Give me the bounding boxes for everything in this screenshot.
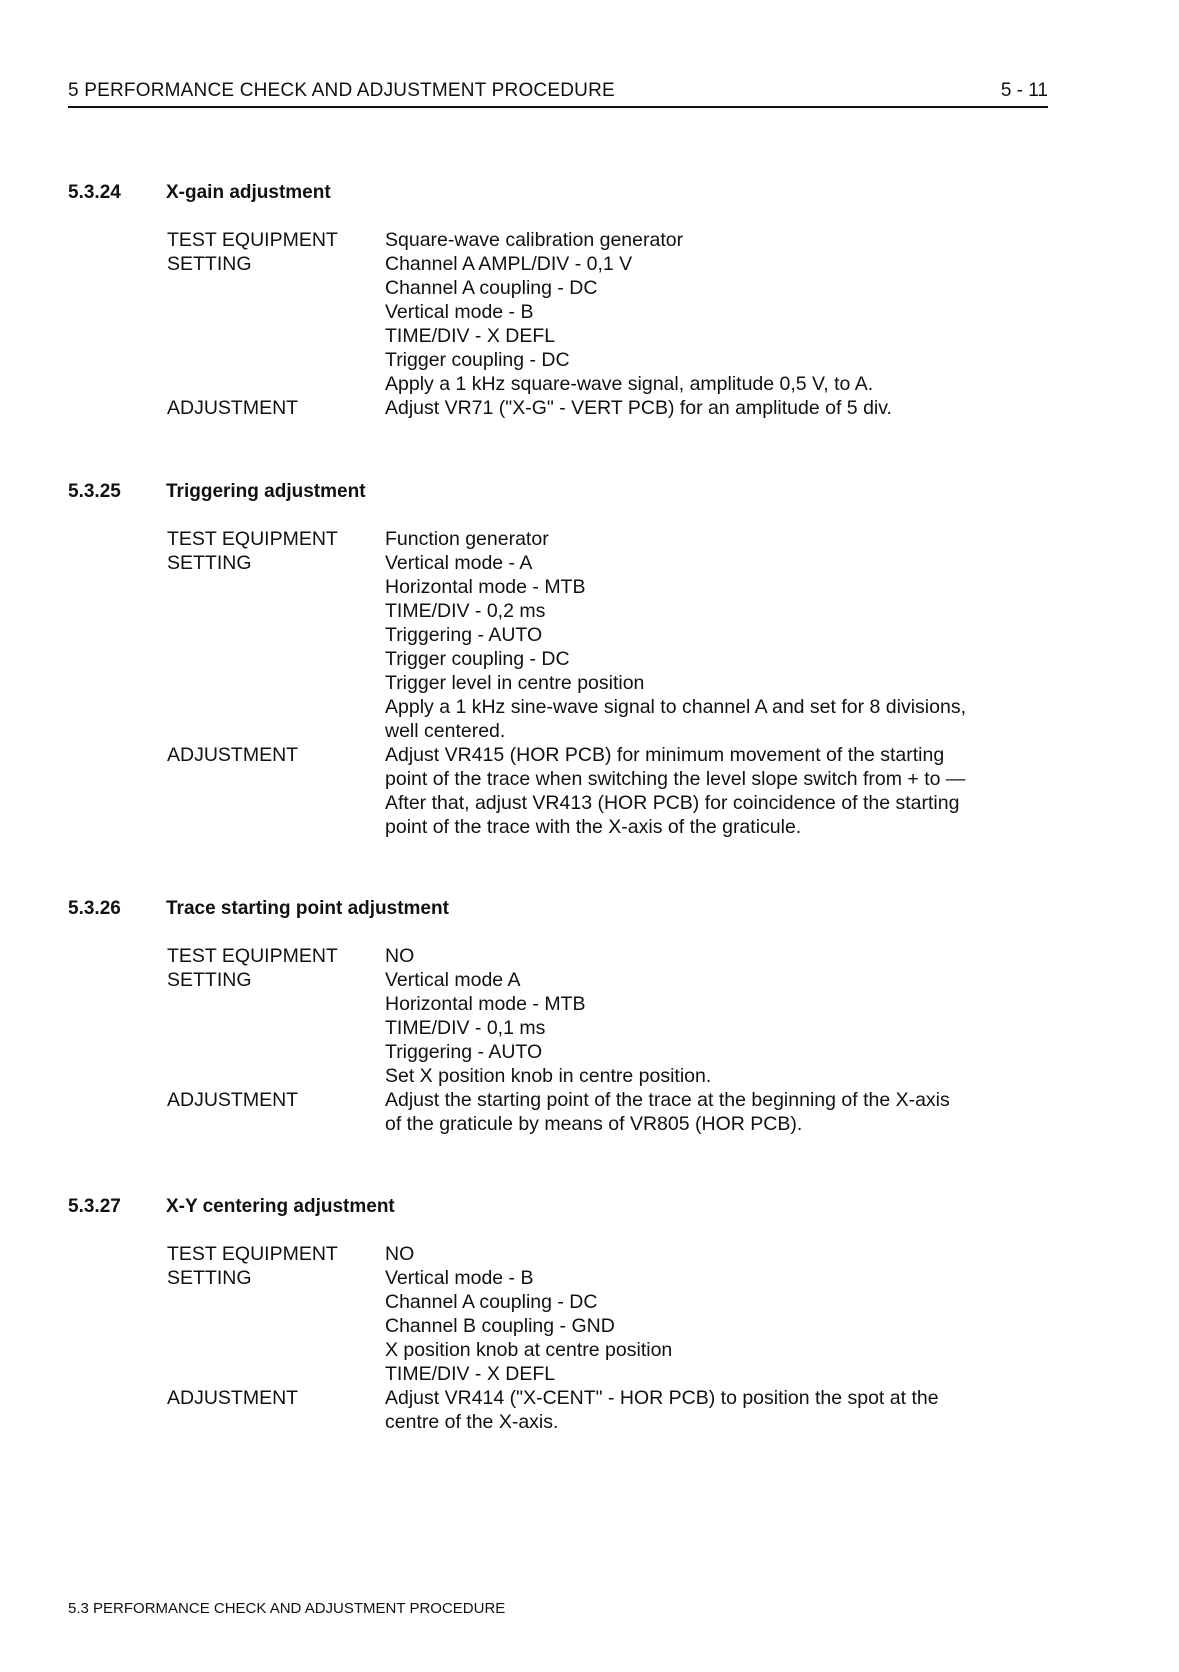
value-line: Adjust VR414 ("X-CENT" - HOR PCB) to position the spot at the [385,1387,939,1409]
row-values [385,944,1117,968]
value-line: Function generator [385,528,549,550]
section-number: 5.3.25 [68,481,121,502]
section-number: 5.3.24 [68,182,121,203]
row-values [385,396,1117,420]
row-label: ADJUSTMENT [167,1089,299,1111]
value-line: centre of the X-axis. [385,1411,559,1433]
row-values [385,551,1117,743]
row-values [385,1088,1117,1136]
row-label: TEST EQUIPMENT [167,528,338,550]
procedure-row [167,1386,1117,1434]
value-line: Channel A coupling - DC [385,277,598,299]
section-title: Triggering adjustment [166,481,366,502]
procedure-row [167,228,1117,252]
value-line: Channel B coupling - GND [385,1315,615,1337]
value-line: Adjust VR71 ("X-G" - VERT PCB) for an amplitude of 5 div. [385,397,892,419]
procedure-row [167,743,1117,839]
value-line: Vertical mode - B [385,1267,534,1289]
value-line: Triggering - AUTO [385,624,543,646]
value-line: NO [385,945,415,967]
value-line: TIME/DIV - X DEFL [385,1363,556,1385]
section-title: X-gain adjustment [166,182,331,203]
section-title: X-Y centering adjustment [166,1196,395,1217]
header-title: 5 PERFORMANCE CHECK AND ADJUSTMENT PROCEDURE [68,80,615,101]
value-line: TIME/DIV - 0,1 ms [385,1017,546,1039]
section-number: 5.3.26 [68,898,121,919]
row-values [385,1266,1117,1386]
procedure-row [167,1242,1117,1266]
value-line: of the graticule by means of VR805 (HOR PCB). [385,1113,803,1135]
value-line: Apply a 1 kHz square-wave signal, amplitude 0,5 V, to A. [385,373,874,395]
procedure-row [167,551,1117,743]
value-line: Adjust VR415 (HOR PCB) for minimum movement of the starting [385,744,945,766]
value-line: Trigger coupling - DC [385,349,570,371]
procedure-row [167,527,1117,551]
value-line: point of the trace with the X-axis of the graticule. [385,816,802,838]
value-line: Vertical mode - A [385,552,533,574]
value-line: Trigger level in centre position [385,672,645,694]
procedure-table [167,944,1117,1136]
row-label: SETTING [167,969,252,991]
value-line: After that, adjust VR413 (HOR PCB) for coincidence of the starting [385,792,960,814]
value-line: NO [385,1243,415,1265]
procedure-row [167,1088,1117,1136]
procedure-table [167,527,1117,839]
row-values [385,527,1117,551]
procedure-table [167,1242,1117,1434]
value-line: point of the trace when switching the level slope switch from + to — [385,768,966,790]
value-line: Adjust the starting point of the trace at the beginning of the X-axis [385,1089,950,1111]
row-label: TEST EQUIPMENT [167,1243,338,1265]
procedure-row [167,396,1117,420]
procedure-table [167,228,1117,420]
row-label: ADJUSTMENT [167,744,299,766]
row-label: TEST EQUIPMENT [167,229,338,251]
row-values [385,1386,1117,1434]
row-values [385,743,1117,839]
row-label: SETTING [167,552,252,574]
value-line: well centered. [385,720,506,742]
value-line: Vertical mode A [385,969,521,991]
value-line: Set X position knob in centre position. [385,1065,712,1087]
row-values [385,968,1117,1088]
value-line: Horizontal mode - MTB [385,576,586,598]
value-line: Square-wave calibration generator [385,229,684,251]
procedure-row [167,968,1117,1088]
procedure-row [167,1266,1117,1386]
procedure-row [167,944,1117,968]
value-line: Channel A coupling - DC [385,1291,598,1313]
row-label: SETTING [167,1267,252,1289]
header-page-number: 5 - 11 [1000,80,1048,101]
page-footer: 5.3 PERFORMANCE CHECK AND ADJUSTMENT PROCEDURE [68,1600,506,1617]
row-label: ADJUSTMENT [167,397,299,419]
value-line: Horizontal mode - MTB [385,993,586,1015]
value-line: TIME/DIV - X DEFL [385,325,556,347]
row-label: ADJUSTMENT [167,1387,299,1409]
row-values [385,228,1117,252]
procedure-row [167,252,1117,396]
page-header [68,80,1048,108]
row-values [385,252,1117,396]
value-line: Triggering - AUTO [385,1041,543,1063]
value-line: Trigger coupling - DC [385,648,570,670]
value-line: TIME/DIV - 0,2 ms [385,600,546,622]
row-label: TEST EQUIPMENT [167,945,338,967]
value-line: Channel A AMPL/DIV - 0,1 V [385,253,633,275]
value-line: Apply a 1 kHz sine-wave signal to channel A and set for 8 divisions, [385,696,966,718]
value-line: X position knob at centre position [385,1339,673,1361]
value-line: Vertical mode - B [385,301,534,323]
row-values [385,1242,1117,1266]
row-label: SETTING [167,253,252,275]
section-title: Trace starting point adjustment [166,898,449,919]
section-number: 5.3.27 [68,1196,121,1217]
